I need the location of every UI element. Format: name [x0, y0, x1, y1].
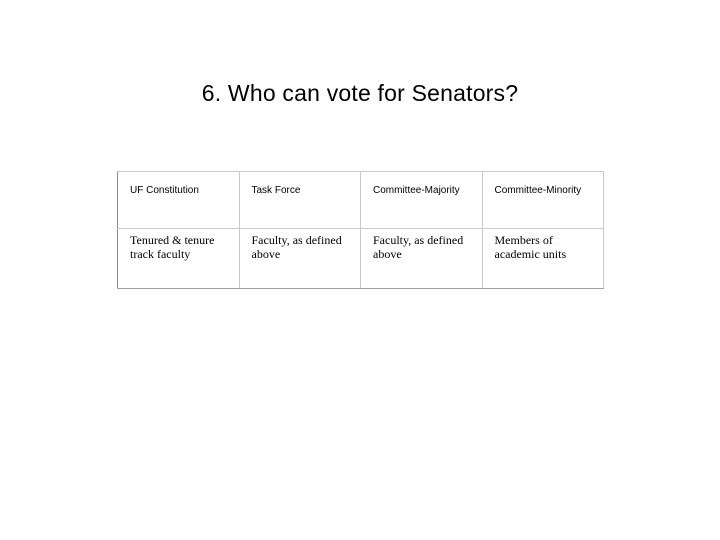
cell-text: Faculty, as defined above	[251, 233, 342, 261]
header-cell-uf-constitution	[118, 172, 240, 229]
table-cell	[361, 229, 483, 289]
slide-title: 6. Who can vote for Senators?	[201, 80, 519, 106]
cell-text: Faculty, as defined above	[373, 233, 464, 261]
table-row	[118, 229, 604, 289]
table-header-row	[118, 172, 604, 229]
cell-text: Members of academic units	[494, 233, 567, 261]
comparison-table	[117, 171, 604, 289]
header-label: Task Force	[251, 185, 301, 196]
header-label: Committee-Majority	[373, 185, 460, 196]
cell-text: Tenured & tenure track faculty	[130, 233, 215, 261]
header-cell-committee-majority	[361, 172, 483, 229]
table-cell	[482, 229, 604, 289]
header-cell-task-force	[239, 172, 361, 229]
header-label: UF Constitution	[130, 185, 199, 196]
header-cell-committee-minority	[482, 172, 604, 229]
header-label: Committee-Minority	[494, 185, 582, 196]
table-cell	[239, 229, 361, 289]
table-cell	[118, 229, 240, 289]
